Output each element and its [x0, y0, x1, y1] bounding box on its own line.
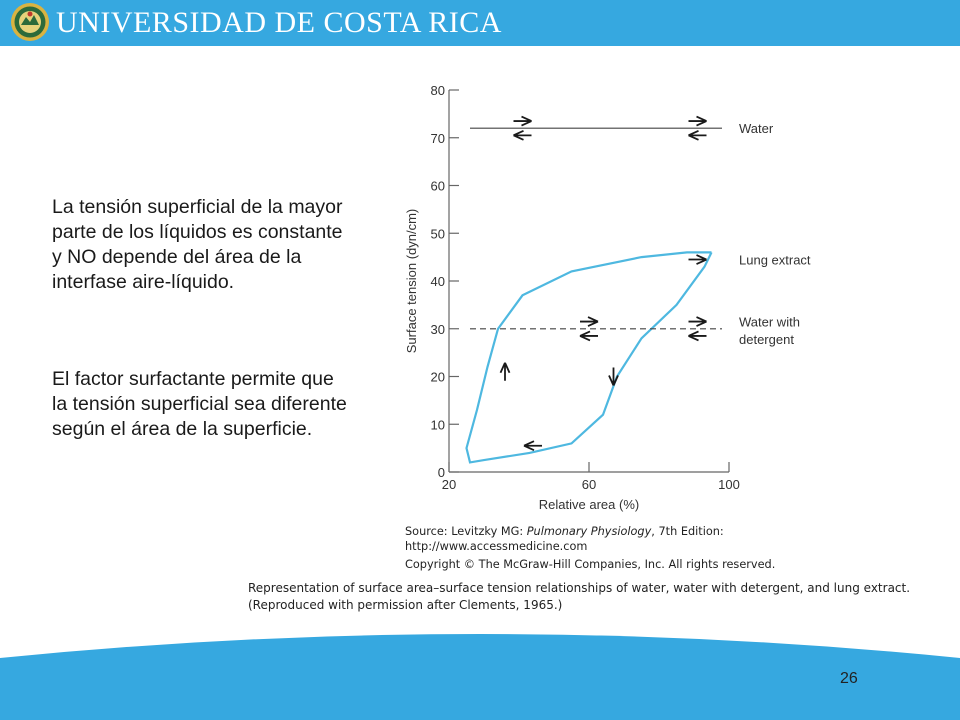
water-with-detergent-arrow	[580, 331, 598, 340]
water-with-detergent-arrow	[580, 317, 598, 326]
x-tick-label: 60	[581, 477, 597, 492]
page-number: 26	[840, 670, 858, 687]
lung-extract-arrow	[609, 368, 618, 386]
chart-annotation: Water with	[739, 314, 800, 330]
paragraph-surfactant: El factor surfactante permite que la tensión superficial sea diferente según el área de la superficie.	[52, 368, 347, 440]
chart-annotation: detergent	[739, 331, 794, 347]
x-tick-label: 20	[441, 477, 457, 492]
paragraph-surface-tension: La tensión superficial de la mayor parte de los líquidos es constante y NO depende del área de la interfase aire-líquido.	[52, 196, 343, 293]
university-header	[0, 0, 960, 46]
source-copyright: Copyright © The McGraw-Hill Companies, Inc. All rights reserved.	[405, 558, 776, 571]
water-with-detergent-arrow	[689, 317, 707, 326]
y-tick-label: 20	[430, 369, 445, 385]
university-name: UNIVERSIDAD DE COSTA RICA	[56, 6, 502, 39]
figure-caption-credit: (Reproduced with permission after Clements, 1965.)	[248, 598, 563, 612]
water-arrow	[689, 117, 707, 126]
y-tick-label: 30	[430, 321, 445, 337]
y-tick-label: 10	[430, 417, 445, 433]
x-axis-label: Relative area (%)	[538, 497, 640, 512]
lung-extract-arrow	[524, 441, 542, 450]
chart-annotation: Lung extract	[739, 252, 811, 268]
water-with-detergent-arrow	[689, 331, 707, 340]
y-tick-label: 0	[437, 465, 445, 480]
water-arrow	[689, 131, 707, 140]
y-tick-label: 40	[430, 274, 445, 289]
source-prefix: Source: Levitzky MG:	[405, 525, 527, 538]
source-url: http://www.accessmedicine.com	[405, 540, 588, 553]
water-arrow	[514, 117, 532, 126]
lung-extract-line	[467, 252, 712, 462]
university-logo-icon	[10, 2, 50, 42]
surface-tension-chart	[396, 74, 836, 512]
source-line-1	[405, 525, 724, 538]
lung-extract-arrow	[689, 255, 707, 264]
y-tick-label: 60	[430, 178, 445, 194]
y-tick-label: 70	[430, 130, 445, 146]
x-tick-label: 100	[718, 477, 740, 492]
water-arrow	[514, 131, 532, 140]
y-tick-label: 50	[430, 226, 445, 242]
figure-caption: Representation of surface area–surface tension relationships of water, water with detergent, and lung extract.	[248, 581, 911, 595]
chart-annotation: Water	[739, 121, 774, 137]
source-suffix: , 7th Edition:	[651, 525, 724, 538]
y-axis-label: Surface tension (dyn/cm)	[404, 208, 419, 354]
y-tick-label: 80	[430, 83, 445, 98]
source-book-title: Pulmonary Physiology	[526, 525, 652, 538]
lung-extract-arrow	[501, 363, 510, 381]
footer-wave	[0, 620, 960, 720]
